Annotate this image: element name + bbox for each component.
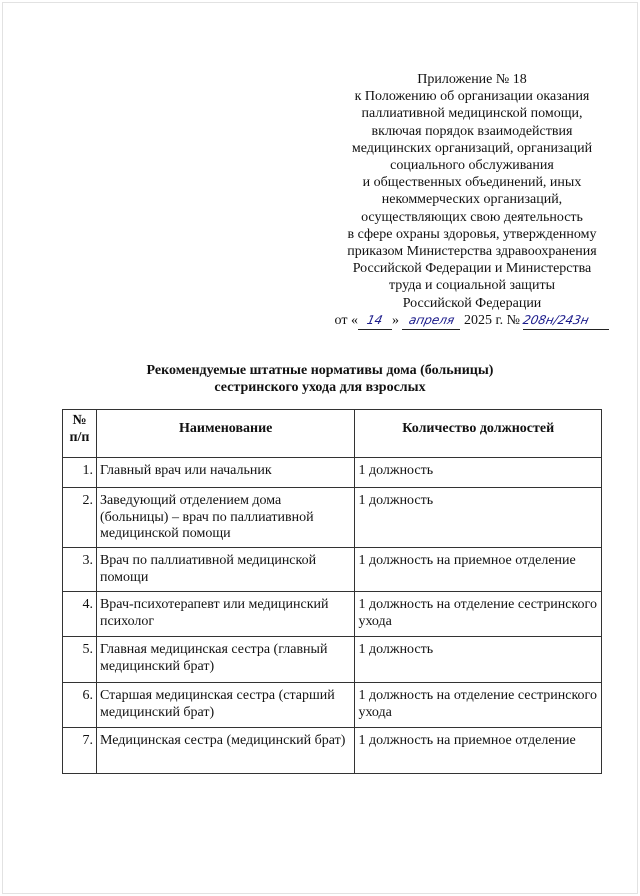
date-mid: » (391, 312, 399, 328)
table-row (63, 548, 602, 592)
table-row (63, 458, 602, 488)
header-number: № п/п (63, 410, 97, 458)
appendix-line: осуществляющих свою деятельность (361, 209, 583, 225)
appendix-line: к Положению об организации оказания (354, 89, 590, 105)
row-position-name: Врач по паллиативной медицинской помощи (96, 548, 355, 592)
row-position-name: Главная медицинская сестра (главный медицинский брат) (96, 637, 355, 683)
appendix-line: Российской Федерации (402, 295, 542, 311)
row-number: 4. (63, 592, 97, 637)
row-position-name: Главный врач или начальник (96, 458, 355, 488)
table-row (63, 683, 602, 728)
row-position-name: Врач-психотерапевт или медицинский психолог (96, 592, 355, 637)
table-row (63, 728, 602, 774)
appendix-line: Приложение № 18 (417, 72, 527, 87)
order-number-handwritten: 208н/243н (522, 312, 591, 327)
header-name: Наименование (96, 410, 355, 458)
date-day-field (358, 312, 392, 330)
appendix-line: Российской Федерации и Министерства (352, 261, 592, 277)
document-title (120, 362, 520, 396)
row-position-count: 1 должность (355, 458, 602, 488)
row-number: 7. (63, 728, 97, 774)
appendix-line: медицинских организаций, организаций (351, 140, 593, 156)
row-position-name: Заведующий отделением дома (больницы) – врач по паллиативной медицинской помощи (96, 488, 355, 548)
date-prefix: от « (334, 312, 358, 328)
appendix-line: приказом Министерства здравоохранения (347, 244, 597, 260)
date-day-handwritten: 14 (365, 312, 385, 327)
table-row (63, 592, 602, 637)
row-position-name: Медицинская сестра (медицинский брат) (96, 728, 355, 774)
title-line-1: Рекомендуемые штатные нормативы дома (больницы) (146, 363, 494, 378)
appendix-line: труда и социальной защиты (389, 278, 555, 294)
table-row (63, 488, 602, 548)
date-month-field (402, 312, 460, 330)
table-header-row (63, 410, 602, 458)
row-position-name: Старшая медицинская сестра (старший медицинский брат) (96, 683, 355, 728)
row-position-count: 1 должность на отделение сестринского ухода (355, 683, 602, 728)
appendix-line: в сфере охраны здоровья, утвержденному (347, 226, 597, 242)
row-number: 5. (63, 637, 97, 683)
row-position-count: 1 должность (355, 488, 602, 548)
header-count: Количество должностей (355, 410, 602, 458)
row-position-count: 1 должность на приемное отделение (355, 728, 602, 774)
row-number: 1. (63, 458, 97, 488)
staffing-table (62, 409, 602, 774)
row-position-count: 1 должность (355, 637, 602, 683)
appendix-line: некоммерческих организаций, (381, 192, 563, 208)
order-date-line (322, 312, 622, 330)
date-year: 2025 г. № (463, 312, 520, 328)
table-row (63, 637, 602, 683)
appendix-line: включая порядок взаимодействия (371, 123, 573, 139)
row-position-count: 1 должность на отделение сестринского ухода (355, 592, 602, 637)
row-number: 2. (63, 488, 97, 548)
row-number: 6. (63, 683, 97, 728)
appendix-line: паллиативной медицинской помощи, (361, 106, 583, 122)
order-number-field (523, 312, 609, 330)
appendix-line: и общественных объединений, иных (362, 175, 582, 191)
row-position-count: 1 должность на приемное отделение (355, 548, 602, 592)
date-month-handwritten: апреля (407, 312, 456, 327)
appendix-line: социального обслуживания (390, 158, 554, 174)
row-number: 3. (63, 548, 97, 592)
appendix-header (322, 71, 622, 330)
title-line-2: сестринского ухода для взрослых (214, 380, 426, 395)
